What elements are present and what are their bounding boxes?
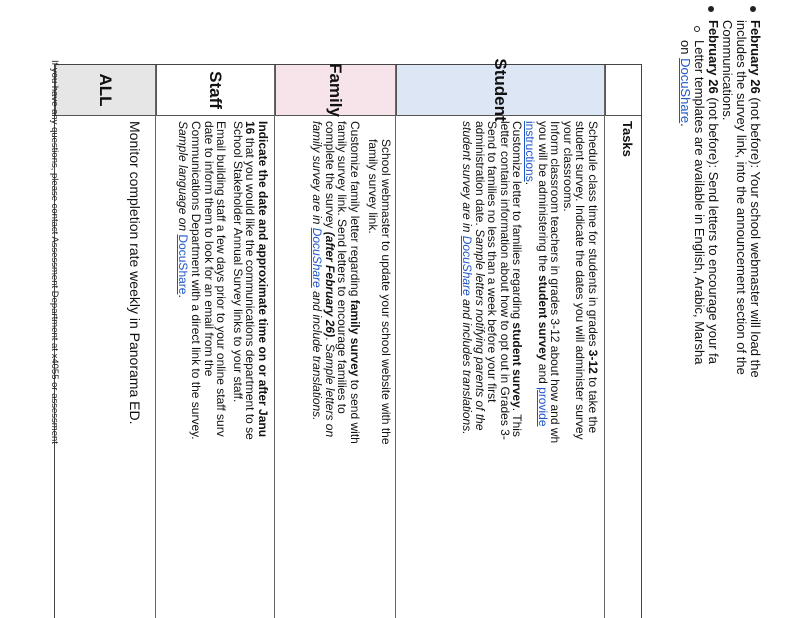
family-tasks: School webmaster to update your school website with the family survey link. Customize family letter regarding family survey to send with family survey link. Send letters to encourage families to complete the survey (after February 26). Sample letters on family survey are in DocuShare and include translations. <box>310 121 393 445</box>
docushare-link[interactable]: DocuShare <box>460 235 475 296</box>
bullet-1-line-1: February 26 (not before): Your school webmaster will load the <box>748 20 763 378</box>
row-label-student <box>396 58 604 122</box>
row-divider <box>274 65 275 618</box>
bullet-2-sub-line-1: Letter templates are available in English, Arabic, Marsha <box>692 40 707 365</box>
bullet-2-line-1: February 26 (not before): Send letters to encourage your fa <box>706 20 721 364</box>
docushare-link[interactable]: DocuShare <box>310 227 325 288</box>
docushare-link[interactable]: DocuShare <box>176 234 191 295</box>
row-divider <box>395 65 396 618</box>
instructions-link[interactable]: instructions <box>523 121 538 182</box>
row-label-text: Family <box>326 63 346 117</box>
tasks-header-blank <box>605 65 641 116</box>
row-label-all <box>55 65 155 116</box>
row-label-staff <box>156 65 274 116</box>
row-label-family <box>275 65 395 116</box>
bullet-dot <box>708 6 714 12</box>
sub-bullet-circle <box>694 26 700 32</box>
provide-instructions-link[interactable]: provide <box>535 387 550 427</box>
tasks-header: Tasks <box>620 121 635 157</box>
bullet-2-sub-line-2: on DocuShare. <box>678 40 693 127</box>
footer-contact: If you have any questions, please contact Assessment Department at x4055 or assessment <box>49 60 60 444</box>
row-divider <box>604 65 605 618</box>
bullet-1-line-3: Communications. <box>720 20 735 121</box>
docushare-link[interactable]: DocuShare <box>678 58 693 124</box>
student-tasks: Schedule class time for students in grades 3-12 to take the student survey. Indicate the dates you will administer survey your classrooms. Inform classroom teachers in grades 3-12 about how and wh you will be administering the student survey and provide instructions. Customize letter to families regarding student survey. This letter contains information about how to opt out in Grades 3- Send to families no less than a week before your first administration date. Sample letters notifying parents of the student survey are in DocuShare and includes translations. <box>460 121 600 444</box>
bullet-1-line-2: includes the survey link, into the announcement section of the <box>734 20 749 375</box>
row-label-text: Staff <box>206 71 226 109</box>
staff-tasks: Indicate the date and approximate time on or after Janu 16 that you would like the communications department to se School Stakeholder Annual Survey links to your staff. Email building staff a few days prior to your online staff surv date to inform them to look for an email from the Communications Department with a direct link to the survey. Sample language on DocuShare. <box>176 121 270 440</box>
bullet-dot <box>750 6 756 12</box>
tasks-table <box>54 58 642 618</box>
row-label-text: ALL <box>96 73 116 107</box>
row-divider <box>155 65 156 618</box>
all-tasks: Monitor completion rate weekly in Panorama ED. <box>127 121 143 425</box>
row-label-text: Student <box>491 58 511 122</box>
